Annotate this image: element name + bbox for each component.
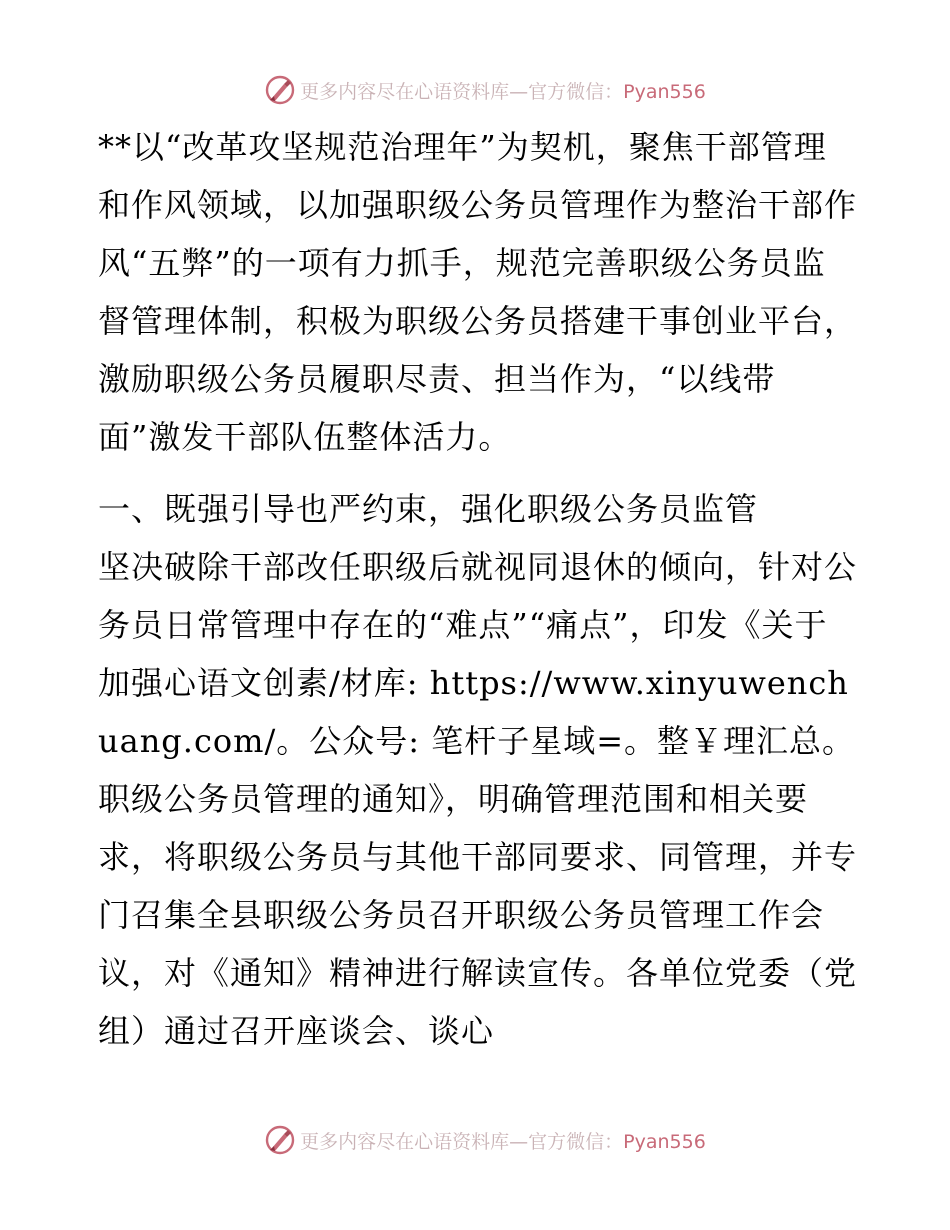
- header-watermark: [0, 70, 950, 110]
- watermark-text: 更多内容尽在心语资料库—官方微信：Pyan556: [300, 1130, 706, 1153]
- watermark-handle: Pyan556: [623, 80, 706, 103]
- paragraph: **以“改革攻坚规范治理年”为契机，聚焦干部管理和作风领域，以加强职级公务员管理作为整治干部作风“五弊”的一项有力抓手，规范完善职级公务员监督管理体制，积极为职级公务员搭建干事创业平台，激励职级公务员履职尽责、担当作为，“以线带面”激发干部队伍整体活力。: [98, 128, 858, 456]
- document-body: [98, 118, 858, 1060]
- paragraph: 坚决破除干部改任职级后就视同退休的倾向，针对公务员日常管理中存在的“难点”“痛点”，印发《关于加强心语文创素/材库: https://www.xinyuwenchuang.com/。公众号: 笔杆子星域=。整￥理汇总。职级公务员管理的通知》，明确管理范围和相关要求，将职级公务员与其他干部同要求、同管理，并专门召集全县职级公务员召开职级公务员管理工作会议，对《通知》精神进行解读宣传。各单位党委（党组）通过召开座谈会、谈心: [98, 548, 858, 1050]
- section-heading: 一、既强引导也严约束，强化职级公务员监管: [98, 490, 759, 528]
- pen-logo-icon: [264, 74, 296, 106]
- footer-watermark: [0, 1120, 950, 1160]
- pen-logo-icon: [264, 1124, 296, 1156]
- watermark-text: 更多内容尽在心语资料库—官方微信：Pyan556: [300, 80, 706, 103]
- watermark-handle: Pyan556: [623, 1130, 706, 1153]
